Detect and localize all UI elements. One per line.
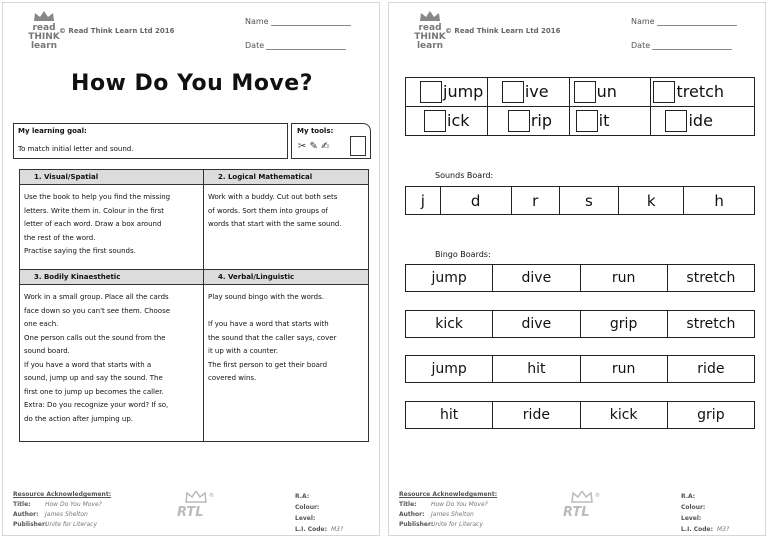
resource-acknowledgement	[13, 491, 111, 531]
meta-li-code: L.I. Code:	[295, 526, 327, 533]
bingo-board	[405, 310, 755, 338]
tools-box	[291, 123, 371, 159]
ack-title-key: Title:	[399, 501, 417, 508]
sound-cell: h	[684, 187, 755, 215]
read-think-learn-logo	[27, 11, 61, 55]
name-label: Name	[631, 17, 655, 26]
ack-heading: Resource Acknowledgement:	[13, 491, 112, 498]
learning-goal-text: To match initial letter and sound.	[18, 145, 134, 153]
date-field[interactable]	[245, 41, 346, 50]
bingo-board	[405, 264, 755, 292]
bingo-cell: dive	[493, 311, 580, 337]
copyright-text: © Read Think Learn Ltd 2016	[445, 27, 561, 35]
learning-goal-heading: My learning goal:	[18, 127, 87, 135]
bingo-cell: run	[581, 356, 668, 382]
name-label: Name	[245, 17, 269, 26]
page-title: How Do You Move?	[71, 71, 313, 96]
word-row	[406, 107, 755, 136]
rtl-logo	[177, 491, 217, 525]
bingo-cell: jump	[406, 356, 493, 382]
crown-icon	[33, 11, 55, 22]
ack-heading: Resource Acknowledgement:	[399, 491, 498, 498]
bingo-cell: grip	[697, 407, 725, 423]
activity-heading: 1. Visual/Spatial	[20, 170, 203, 185]
letter-box[interactable]	[574, 81, 596, 103]
meta-level: Level:	[681, 515, 702, 522]
bingo-cell: hit	[493, 356, 580, 382]
ack-author-value: James Shelton	[45, 511, 88, 518]
activity-logical-mathematical	[204, 170, 368, 270]
meta-level: Level:	[295, 515, 316, 522]
ack-publisher-value: Unite for Literacy	[431, 521, 484, 528]
crown-icon	[419, 11, 441, 22]
ack-author-key: Author:	[399, 511, 425, 518]
name-field[interactable]	[245, 17, 351, 26]
letter-box[interactable]	[502, 81, 524, 103]
paper-sheet-icon	[350, 136, 366, 156]
learning-goal-box	[13, 123, 288, 159]
date-field[interactable]	[631, 41, 732, 50]
letter-box[interactable]	[424, 110, 446, 132]
word-fragment: rip	[530, 111, 553, 130]
bingo-cell: jump	[406, 265, 493, 291]
bingo-cell: dive	[493, 265, 580, 291]
bingo-cell: kick	[406, 311, 493, 337]
meta-li-code-value: M3?	[331, 526, 344, 533]
activity-body: Play sound bingo with the words. If you have a word that starts with the sound that the caller says, cover it up with a counter. The first person to get their board covered wins.	[208, 293, 337, 382]
copyright-text: © Read Think Learn Ltd 2016	[59, 27, 175, 35]
bingo-board	[405, 401, 755, 429]
activity-heading: 2. Logical Mathematical	[204, 170, 368, 185]
resource-meta	[295, 493, 343, 537]
ack-title-key: Title:	[13, 501, 31, 508]
activity-bodily-kinaesthetic	[20, 270, 204, 441]
meta-colour: Colour:	[681, 504, 706, 511]
activity-grid	[19, 169, 369, 442]
meta-ra: R.A:	[681, 493, 696, 500]
rtl-text: RTL	[177, 505, 204, 520]
bingo-cell: hit	[406, 402, 493, 428]
bingo-board	[405, 355, 755, 383]
crown-icon	[571, 491, 593, 503]
logo-word-learn: learn	[30, 41, 58, 51]
missing-letter-table	[405, 77, 755, 136]
word-fragment: ide	[688, 111, 713, 130]
resource-meta	[681, 493, 729, 537]
activity-heading: 3. Bodily Kinaesthetic	[20, 270, 203, 285]
word-fragment: it	[598, 111, 610, 130]
letter-box[interactable]	[665, 110, 687, 132]
date-label: Date	[631, 41, 651, 50]
logo-word-think: THINK	[414, 32, 446, 42]
logo-word-read: read	[32, 23, 56, 33]
bingo-cell: ride	[493, 402, 580, 428]
word-fragment: ive	[524, 82, 549, 101]
sound-cell: j	[406, 187, 441, 215]
word-fragment: tretch	[676, 82, 725, 101]
crown-icon	[185, 491, 207, 503]
bingo-cell: ride	[697, 361, 725, 377]
name-field[interactable]	[631, 17, 737, 26]
letter-box[interactable]	[508, 110, 530, 132]
sound-cell: s	[559, 187, 618, 215]
bingo-cell: stretch	[686, 316, 736, 332]
resource-acknowledgement	[399, 491, 497, 531]
activity-body: Work in a small group. Place all the cards face down so you can't see them. Choose one each. One person calls out the sound from the sound board. If you have a word that starts with a sound, jump up and say the sound. The first one to jump up becomes the caller. Extra: Do you recognize your word? If so, do the action after jumping up.	[24, 293, 171, 423]
meta-colour: Colour:	[295, 504, 320, 511]
letter-box[interactable]	[576, 110, 598, 132]
bingo-cell: grip	[581, 311, 668, 337]
meta-li-code: L.I. Code:	[681, 526, 713, 533]
letter-box[interactable]	[653, 81, 675, 103]
activity-visual-spatial	[20, 170, 204, 270]
ack-title-value: How Do You Move?	[45, 501, 102, 508]
bingo-cell: run	[581, 265, 668, 291]
activity-verbal-linguistic	[204, 270, 368, 441]
logo-word-think: THINK	[28, 32, 60, 42]
scissors-pencil-glue-icons: ✂ ✎ ✍	[298, 141, 330, 152]
rtl-text: RTL	[563, 505, 590, 520]
tools-heading: My tools:	[297, 127, 334, 135]
ack-author-value: James Shelton	[431, 511, 474, 518]
registered-icon: ®	[595, 493, 600, 499]
activity-heading: 4. Verbal/Linguistic	[204, 270, 368, 285]
sounds-board-label: Sounds Board:	[435, 171, 494, 180]
ack-author-key: Author:	[13, 511, 39, 518]
worksheet-page-left	[2, 2, 380, 536]
letter-box[interactable]	[420, 81, 442, 103]
bingo-boards-label: Bingo Boards:	[435, 250, 491, 259]
ack-publisher-key: Publisher:	[13, 521, 48, 528]
date-label: Date	[245, 41, 265, 50]
word-fragment: jump	[443, 82, 484, 101]
bingo-cell: kick	[581, 402, 668, 428]
sound-cell: r	[511, 187, 559, 215]
logo-word-learn: learn	[416, 41, 444, 51]
bingo-cell: stretch	[686, 270, 736, 286]
meta-li-code-value: M3?	[717, 526, 730, 533]
ack-title-value: How Do You Move?	[431, 501, 488, 508]
sound-cell: k	[619, 187, 684, 215]
activity-body: Work with a buddy. Cut out both sets of words. Sort them into groups of words that start with the same sound.	[208, 193, 342, 228]
logo-word-read: read	[418, 23, 442, 33]
rtl-logo	[563, 491, 603, 525]
sounds-board	[405, 186, 755, 215]
sound-cell: d	[440, 187, 511, 215]
ack-publisher-key: Publisher:	[399, 521, 434, 528]
registered-icon: ®	[209, 493, 214, 499]
word-row	[406, 78, 755, 107]
worksheet-page-right	[388, 2, 766, 536]
word-fragment: ick	[447, 111, 470, 130]
activity-body: Use the book to help you find the missing letters. Write them in. Colour in the first letter of each word. Draw a box around the rest of the word. Practise saying the first sounds.	[24, 193, 171, 255]
read-think-learn-logo	[413, 11, 447, 55]
meta-ra: R.A:	[295, 493, 310, 500]
ack-publisher-value: Unite for Literacy	[45, 521, 98, 528]
word-fragment: un	[596, 82, 617, 101]
